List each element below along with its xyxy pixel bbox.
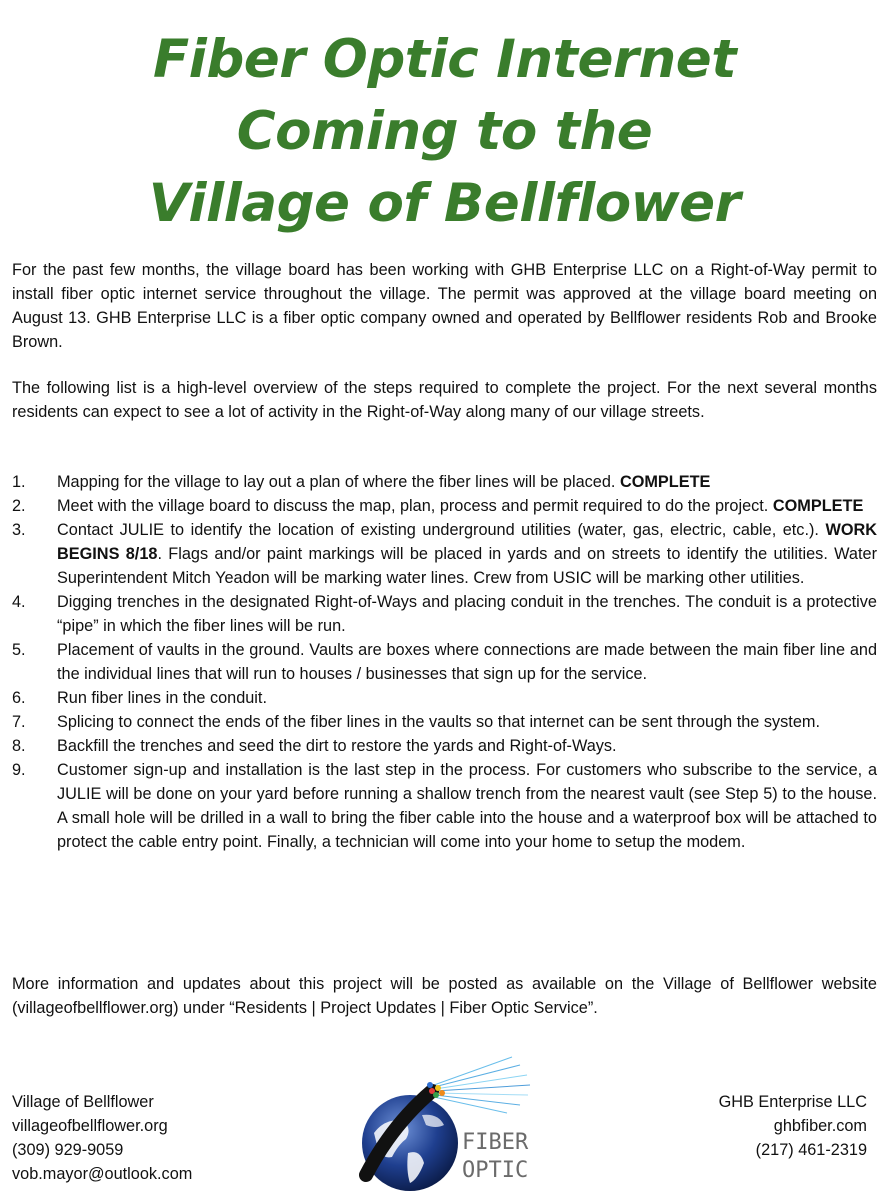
ghb-name: GHB Enterprise LLC [718, 1093, 867, 1111]
step-status: WORK BEGINS 8/18 [57, 521, 877, 563]
title-line-3: Village of Bellflower [148, 173, 741, 234]
village-website: villageofbellflower.org [12, 1117, 168, 1135]
fiber-optic-logo [352, 1055, 537, 1195]
village-email: vob.mayor@outlook.com [12, 1165, 193, 1183]
step-text: Customer sign-up and installation is the last step in the process. For customers who subscribe to the service, a JULIE will be done on your yard before running a shallow trench from the nearest vault (see Step 5) to the house. A small hole will be drilled in a wall to bring the fiber cable into the house and a waterproof box will be attached to protect the cable entry point. Finally, a technician will come into your home to setup the modem. [57, 761, 877, 851]
step-text: Meet with the village board to discuss the map, plan, process and permit required to do the project. [57, 497, 773, 515]
step-number: 2. [12, 497, 26, 515]
title-line-1: Fiber Optic Internet [152, 29, 737, 90]
list-item [12, 494, 877, 518]
step-text: Run fiber lines in the conduit. [57, 689, 267, 707]
list-item [12, 470, 877, 494]
logo-line-1: FIBER [462, 1130, 529, 1155]
globe-fiber-cable-icon [352, 1055, 537, 1195]
step-number: 5. [12, 641, 26, 659]
step-text: Mapping for the village to lay out a plan of where the fiber lines will be placed. [57, 473, 620, 491]
list-item [12, 710, 877, 734]
step-text: Digging trenches in the designated Right-of-Ways and placing conduit in the trenches. The conduit is a protective “pipe” in which the fiber lines will be run. [57, 593, 877, 635]
page-title [0, 24, 889, 240]
step-text: Placement of vaults in the ground. Vaults are boxes where connections are made between the main fiber line and the individual lines that will run to houses / businesses that sign up for the service. [57, 641, 877, 683]
ghb-phone: (217) 461-2319 [755, 1141, 867, 1159]
step-number: 1. [12, 473, 26, 491]
logo-line-2: OPTIC [462, 1158, 529, 1183]
ghb-contact [719, 1090, 867, 1162]
list-item [12, 590, 877, 638]
village-name: Village of Bellflower [12, 1093, 154, 1111]
step-number: 4. [12, 593, 26, 611]
step-number: 3. [12, 521, 26, 539]
step-text: Splicing to connect the ends of the fiber lines in the vaults so that internet can be sent through the system. [57, 713, 820, 731]
list-item [12, 518, 877, 590]
intro-paragraph: For the past few months, the village board has been working with GHB Enterprise LLC on a Right-of-Way permit to install fiber optic internet service throughout the village. The permit was approved at the village board meeting on August 13. GHB Enterprise LLC is a fiber optic company owned and operated by Bellflower residents Rob and Brooke Brown. [12, 261, 877, 351]
step-status: COMPLETE [619, 473, 711, 491]
list-item [12, 734, 877, 758]
list-item [12, 686, 877, 710]
closing-paragraph: More information and updates about this project will be posted as available on the Village of Bellflower website (villageofbellflower.org) under “Residents | Project Updates | Fiber Optic Service”. [12, 975, 877, 1017]
steps-list [12, 470, 877, 854]
overview-paragraph: The following list is a high-level overview of the steps required to complete the project. For the next several months residents can expect to see a lot of activity in the Right-of-Way along many of our village streets. [12, 379, 877, 421]
step-text-after: . Flags and/or paint markings will be placed in yards and on streets to identify the utilities. Water Superintendent Mitch Yeadon will be marking water lines. Crew from USIC will be marking other utilities. [57, 545, 877, 587]
ghb-website: ghbfiber.com [773, 1117, 867, 1135]
step-number: 8. [12, 737, 26, 755]
village-phone: (309) 929-9059 [12, 1141, 124, 1159]
list-item [12, 638, 877, 686]
step-number: 9. [12, 761, 26, 779]
list-item [12, 758, 877, 854]
step-number: 7. [12, 713, 26, 731]
step-status: COMPLETE [772, 497, 864, 515]
step-text: Backfill the trenches and seed the dirt to restore the yards and Right-of-Ways. [57, 737, 617, 755]
step-number: 6. [12, 689, 26, 707]
village-contact [12, 1090, 192, 1186]
step-text: Contact JULIE to identify the location of existing underground utilities (water, gas, electric, cable, etc.). [57, 521, 826, 539]
title-line-2: Coming to the [236, 101, 653, 162]
